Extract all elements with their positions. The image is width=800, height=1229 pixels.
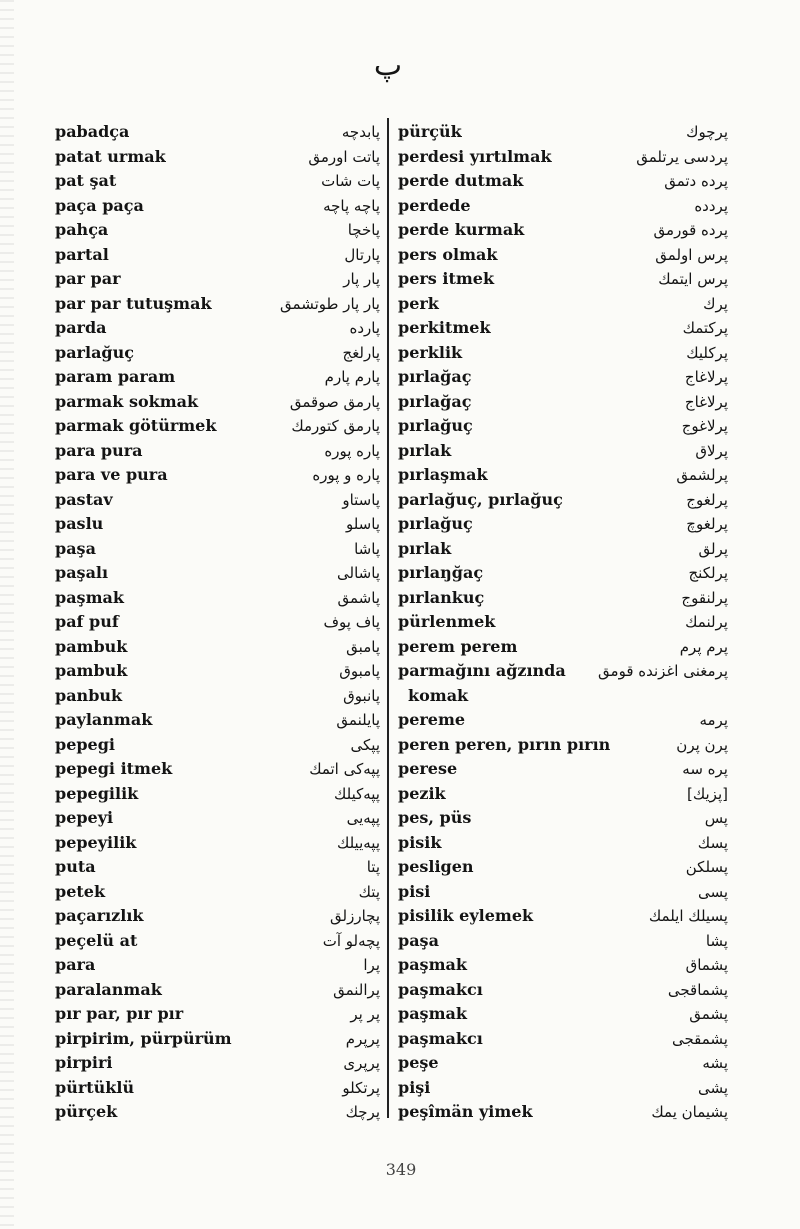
dictionary-entry: [55, 1076, 380, 1101]
entry-ottoman-script: پشمقجی: [671, 1029, 728, 1048]
entry-term: pırlağaç: [398, 391, 472, 411]
entry-term: pepegi itmek: [55, 759, 173, 778]
dictionary-entry: [398, 120, 728, 145]
entry-term: paşmak: [398, 1004, 467, 1023]
entry-ottoman-script: پشی: [697, 1078, 728, 1097]
entry-term: pepeyi: [55, 808, 114, 827]
entry-term: para: [55, 955, 96, 974]
entry-term: paşmak: [55, 587, 124, 607]
entry-term: parmak sokmak: [55, 391, 199, 411]
entry-ottoman-script: پرتکلو: [342, 1078, 380, 1097]
entry-term: perkitmek: [398, 318, 491, 337]
entry-ottoman-script: پر پر: [350, 1005, 380, 1023]
entry-term: parlağuç: [55, 342, 134, 362]
entry-ottoman-script: پارده: [349, 319, 380, 337]
entry-ottoman-script: پرپرم: [345, 1029, 380, 1048]
entry-ottoman-script: پچه‌لو آت: [322, 931, 380, 950]
entry-term: perdesi yırtılmak: [398, 146, 552, 166]
dictionary-entry: [398, 659, 728, 684]
entry-ottoman-script: پشماقجی: [667, 980, 728, 999]
entry-ottoman-script: پاشا: [354, 539, 380, 558]
dictionary-entry: [398, 904, 728, 929]
entry-ottoman-script: پار پار: [343, 270, 380, 288]
dictionary-entry: [55, 904, 380, 929]
entry-ottoman-script: پرلغوج: [686, 490, 728, 509]
left-column: [55, 120, 380, 1125]
entry-term: pişi: [398, 1077, 431, 1097]
dictionary-entry: [398, 194, 728, 219]
entry-ottoman-script: پرلاغاج: [684, 368, 728, 386]
column-divider: [387, 118, 389, 1118]
entry-ottoman-script: پرم پرم: [679, 637, 728, 656]
dictionary-entry: [55, 218, 380, 243]
dictionary-entry: [55, 561, 380, 586]
entry-ottoman-script: پرمه: [699, 711, 728, 729]
entry-ottoman-script: پرا: [363, 956, 380, 974]
entry-term: pisi: [398, 881, 431, 901]
entry-term: peçelü at: [55, 930, 138, 950]
entry-ottoman-script: پاخچا: [347, 221, 380, 239]
dictionary-entry: [55, 267, 380, 292]
entry-ottoman-script: پس: [704, 809, 728, 827]
dictionary-entry: [398, 586, 728, 611]
entry-term: perklik: [398, 342, 463, 362]
entry-ottoman-script: پاره و پوره: [312, 466, 380, 484]
entry-term: para ve pura: [55, 465, 168, 484]
entry-term: peşîmän yimek: [398, 1102, 533, 1121]
entry-term: pepegilik: [55, 783, 139, 803]
dictionary-entry: [55, 708, 380, 733]
entry-ottoman-script: پشیمان یمك: [651, 1103, 728, 1121]
dictionary-entry: [398, 463, 728, 488]
entry-ottoman-script: پرلکنج: [688, 564, 728, 582]
entry-term: paf puf: [55, 612, 119, 631]
dictionary-entry: [398, 953, 728, 978]
entry-ottoman-script: پشا: [705, 931, 728, 950]
entry-term: peşe: [398, 1053, 439, 1072]
entry-term: pürçük: [398, 122, 462, 141]
entry-ottoman-script: پابدچه: [341, 123, 380, 141]
dictionary-entry: [55, 365, 380, 390]
entry-term: pirpirim, pürpürüm: [55, 1028, 232, 1048]
entry-ottoman-script: پپکی: [350, 735, 380, 754]
dictionary-entry: [398, 488, 728, 513]
dictionary-entry: [398, 439, 728, 464]
dictionary-entry: [398, 341, 728, 366]
entry-term: pahça: [55, 220, 109, 239]
entry-term: par par: [55, 269, 121, 288]
dictionary-entry: [55, 880, 380, 905]
entry-ottoman-script: پرلغوچ: [686, 515, 728, 533]
dictionary-entry: [398, 880, 728, 905]
dictionary-entry: [55, 512, 380, 537]
entry-ottoman-script: پرلاغوج: [681, 417, 728, 435]
dictionary-entry: [398, 537, 728, 562]
dictionary-entry: [398, 929, 728, 954]
entry-ottoman-script: پشماق: [685, 956, 728, 974]
entry-ottoman-script: پرلنمك: [685, 613, 728, 631]
entry-ottoman-script: پاشالی: [337, 564, 380, 582]
dictionary-entry: [55, 953, 380, 978]
dictionary-entry: [55, 586, 380, 611]
dictionary-entry: [398, 169, 728, 194]
entry-ottoman-script: پره سه: [682, 760, 728, 778]
dictionary-entry: [398, 733, 728, 758]
dictionary-entry: [398, 635, 728, 660]
entry-ottoman-script: پردسی یرتلمق: [636, 147, 728, 166]
entry-term: perese: [398, 759, 458, 778]
dictionary-entry: [55, 316, 380, 341]
dictionary-entry: [55, 1002, 380, 1027]
entry-ottoman-script: پشمق: [689, 1005, 728, 1023]
dictionary-entry: [55, 341, 380, 366]
entry-term: perk: [398, 293, 439, 313]
entry-ottoman-script: پرس ایتمك: [658, 270, 728, 288]
entry-ottoman-script: پچارزلق: [330, 907, 380, 925]
entry-ottoman-script: پپه‌یی: [346, 809, 380, 827]
entry-ottoman-script: پپه‌کیلك: [333, 784, 380, 803]
dictionary-entry: [55, 978, 380, 1003]
dictionary-entry: [55, 635, 380, 660]
dictionary-entry: [55, 390, 380, 415]
entry-ottoman-script: پاف پوف: [323, 613, 380, 631]
entry-term: pırlankuç: [398, 587, 485, 607]
entry-term: pisik: [398, 832, 442, 852]
dictionary-entry: [398, 365, 728, 390]
scan-edge-texture: [0, 0, 14, 1229]
entry-ottoman-script: پرالنمق: [333, 980, 380, 999]
entry-term: pastav: [55, 489, 113, 509]
entry-term: komak: [408, 685, 469, 705]
entry-ottoman-script: پرکتمك: [682, 319, 728, 337]
dictionary-entry: [398, 512, 728, 537]
entry-term: perem perem: [398, 636, 518, 656]
page-number: 349: [385, 1160, 417, 1179]
entry-ottoman-script: پرلنقوج: [681, 588, 728, 607]
dictionary-entry: [55, 120, 380, 145]
entry-ottoman-script: پسیلك ایلمك: [648, 907, 728, 925]
entry-term: paylanmak: [55, 710, 153, 729]
entry-term: paşmakcı: [398, 979, 483, 999]
dictionary-entry: [55, 855, 380, 880]
entry-ottoman-script: پرمغنی اغزنده قومق: [598, 662, 728, 680]
entry-term: parlağuç, pırlağuç: [398, 489, 563, 509]
entry-term: perde kurmak: [398, 220, 525, 239]
dictionary-entry: [55, 243, 380, 268]
entry-ottoman-script: پشه: [702, 1054, 728, 1072]
entry-ottoman-script: پپه‌کی اتمك: [309, 760, 380, 778]
entry-term: pırlağuç: [398, 514, 473, 533]
dictionary-entry: [398, 390, 728, 415]
entry-ottoman-script: پارلغج: [342, 343, 380, 362]
entry-ottoman-script: [پزیك]: [687, 784, 728, 803]
entry-term: paşa: [55, 538, 96, 558]
entry-ottoman-script: پرلاغاج: [684, 392, 728, 411]
entry-term: peren peren, pırın pırın: [398, 734, 611, 754]
entry-term: pezik: [398, 783, 446, 803]
entry-term: pırlağaç: [398, 367, 472, 386]
entry-term: paça paça: [55, 195, 144, 215]
dictionary-entry: [398, 978, 728, 1003]
entry-term: paşmakcı: [398, 1028, 483, 1048]
entry-term: paçarızlık: [55, 906, 144, 925]
dictionary-entry: [398, 610, 728, 635]
entry-term: parmağını ağzında: [398, 661, 566, 680]
dictionary-entry: [55, 757, 380, 782]
entry-term: pır par, pır pır: [55, 1004, 184, 1023]
entry-ottoman-script: پاتت اورمق: [308, 147, 380, 166]
entry-ottoman-script: پرلشمق: [676, 466, 728, 484]
dictionary-entry: [55, 782, 380, 807]
entry-ottoman-script: پاستاو: [342, 490, 380, 509]
dictionary-entry: [398, 218, 728, 243]
entry-ottoman-script: پتك: [358, 882, 380, 901]
entry-term: par par tutuşmak: [55, 293, 212, 313]
entry-ottoman-script: پرلاق: [695, 441, 728, 460]
entry-term: parmak götürmek: [55, 416, 217, 435]
entry-term: panbuk: [55, 685, 123, 705]
dictionary-entry: [398, 831, 728, 856]
dictionary-entry: [55, 439, 380, 464]
entry-ottoman-script: پامبوق: [339, 662, 380, 680]
dictionary-entry: [55, 806, 380, 831]
entry-ottoman-script: پات شات: [321, 172, 380, 190]
dictionary-entry: [398, 782, 728, 807]
dictionary-entry: [398, 145, 728, 170]
dictionary-entry: [55, 145, 380, 170]
entry-term: paralanmak: [55, 979, 162, 999]
dictionary-entry: [398, 708, 728, 733]
entry-term: pers itmek: [398, 269, 495, 288]
dictionary-entry: [55, 659, 380, 684]
dictionary-entry: [55, 414, 380, 439]
entry-term: pırlağuç: [398, 416, 473, 435]
entry-term: pepeyilik: [55, 832, 137, 852]
entry-ottoman-script: پتا: [366, 858, 380, 876]
entry-ottoman-script: پرن پرن: [676, 735, 728, 754]
entry-term: pırlaŋğaç: [398, 563, 484, 582]
entry-ottoman-script: پاره پوره: [324, 441, 380, 460]
entry-term: partal: [55, 244, 109, 264]
entry-term: pürlenmek: [398, 612, 496, 631]
entry-term: perde dutmak: [398, 171, 524, 190]
entry-ottoman-script: پارمق کتورمك: [291, 417, 380, 435]
dictionary-entry: [55, 1051, 380, 1076]
entry-term: petek: [55, 881, 106, 901]
dictionary-entry: [55, 929, 380, 954]
entry-ottoman-script: پاسلو: [345, 515, 380, 533]
entry-term: pürtüklü: [55, 1077, 135, 1097]
dictionary-entry: [55, 1100, 380, 1125]
entry-term: paşmak: [398, 955, 467, 974]
entry-term: pers olmak: [398, 244, 498, 264]
dictionary-entry: [398, 1100, 728, 1125]
entry-term: pereme: [398, 710, 466, 729]
entry-term: pambuk: [55, 636, 128, 656]
dictionary-entry: [398, 1076, 728, 1101]
dictionary-entry: [55, 169, 380, 194]
entry-ottoman-script: پایلنمق: [336, 711, 380, 729]
entry-term: pambuk: [55, 661, 128, 680]
entry-ottoman-script: پاشمق: [337, 588, 380, 607]
entry-ottoman-script: پامبق: [346, 637, 380, 656]
entry-term: pabadça: [55, 122, 130, 141]
entry-term: paşalı: [55, 563, 109, 582]
dictionary-entry: [55, 1027, 380, 1052]
dictionary-entry: [398, 757, 728, 782]
right-column: [398, 120, 728, 1125]
entry-ottoman-script: پارتال: [344, 245, 380, 264]
dictionary-entry: [55, 610, 380, 635]
entry-term: pesligen: [398, 857, 474, 876]
entry-ottoman-script: پرده قورمق: [653, 221, 728, 239]
entry-term: paşa: [398, 930, 439, 950]
entry-term: pisilik eylemek: [398, 906, 534, 925]
dictionary-entry: [398, 806, 728, 831]
entry-term: pırlaşmak: [398, 465, 488, 484]
dictionary-entry: [55, 684, 380, 709]
entry-ottoman-script: پردده: [694, 196, 728, 215]
entry-term: pırlak: [398, 538, 452, 558]
entry-ottoman-script: پپه‌ییلك: [336, 833, 380, 852]
entry-term: perdede: [398, 195, 471, 215]
dictionary-entry: [55, 194, 380, 219]
dictionary-entry: [55, 733, 380, 758]
dictionary-entry: [55, 463, 380, 488]
entry-term: pirpiri: [55, 1053, 113, 1072]
entry-ottoman-script: پار پار طوتشمق: [280, 294, 380, 313]
dictionary-entry: [55, 292, 380, 317]
entry-ottoman-script: پسی: [697, 882, 728, 901]
dictionary-entry: [55, 831, 380, 856]
dictionary-entry: [55, 537, 380, 562]
dictionary-entry: [398, 267, 728, 292]
dictionary-entry: [398, 684, 728, 709]
entry-term: paslu: [55, 514, 104, 533]
entry-ottoman-script: پرلق: [698, 539, 728, 558]
entry-ottoman-script: پانبوق: [343, 686, 380, 705]
dictionary-entry: [398, 855, 728, 880]
dictionary-entry: [398, 316, 728, 341]
entry-term: puta: [55, 857, 96, 876]
entry-term: para pura: [55, 440, 143, 460]
entry-term: param param: [55, 367, 176, 386]
dictionary-entry: [398, 414, 728, 439]
entry-ottoman-script: پرك: [703, 294, 728, 313]
entry-term: pepegi: [55, 734, 115, 754]
entry-ottoman-script: پسك: [697, 833, 728, 852]
entry-term: patat urmak: [55, 146, 166, 166]
dictionary-entry: [398, 292, 728, 317]
section-letter-heading: پ: [373, 48, 403, 83]
entry-ottoman-script: پاچه پاچه: [323, 196, 380, 215]
dictionary-entry: [398, 1027, 728, 1052]
dictionary-entry: [398, 561, 728, 586]
entry-ottoman-script: پارم پارم: [324, 368, 380, 386]
entry-ottoman-script: پرس اولمق: [655, 245, 728, 264]
entry-term: pat şat: [55, 171, 117, 190]
dictionary-entry: [398, 1051, 728, 1076]
entry-ottoman-script: پرچك: [345, 1103, 380, 1121]
entry-ottoman-script: پرکلیك: [686, 343, 728, 362]
entry-ottoman-script: پرپری: [343, 1054, 380, 1072]
entry-ottoman-script: پارمق صوقمق: [289, 392, 380, 411]
entry-ottoman-script: پسلکن: [685, 858, 728, 876]
dictionary-entry: [398, 1002, 728, 1027]
dictionary-entry: [398, 243, 728, 268]
entry-term: parda: [55, 318, 107, 337]
dictionary-entry: [55, 488, 380, 513]
entry-term: pes, püs: [398, 808, 472, 827]
entry-term: pırlak: [398, 440, 452, 460]
entry-ottoman-script: پرچوك: [686, 123, 728, 141]
entry-term: pürçek: [55, 1102, 118, 1121]
entry-ottoman-script: پرده دتمق: [664, 172, 728, 190]
